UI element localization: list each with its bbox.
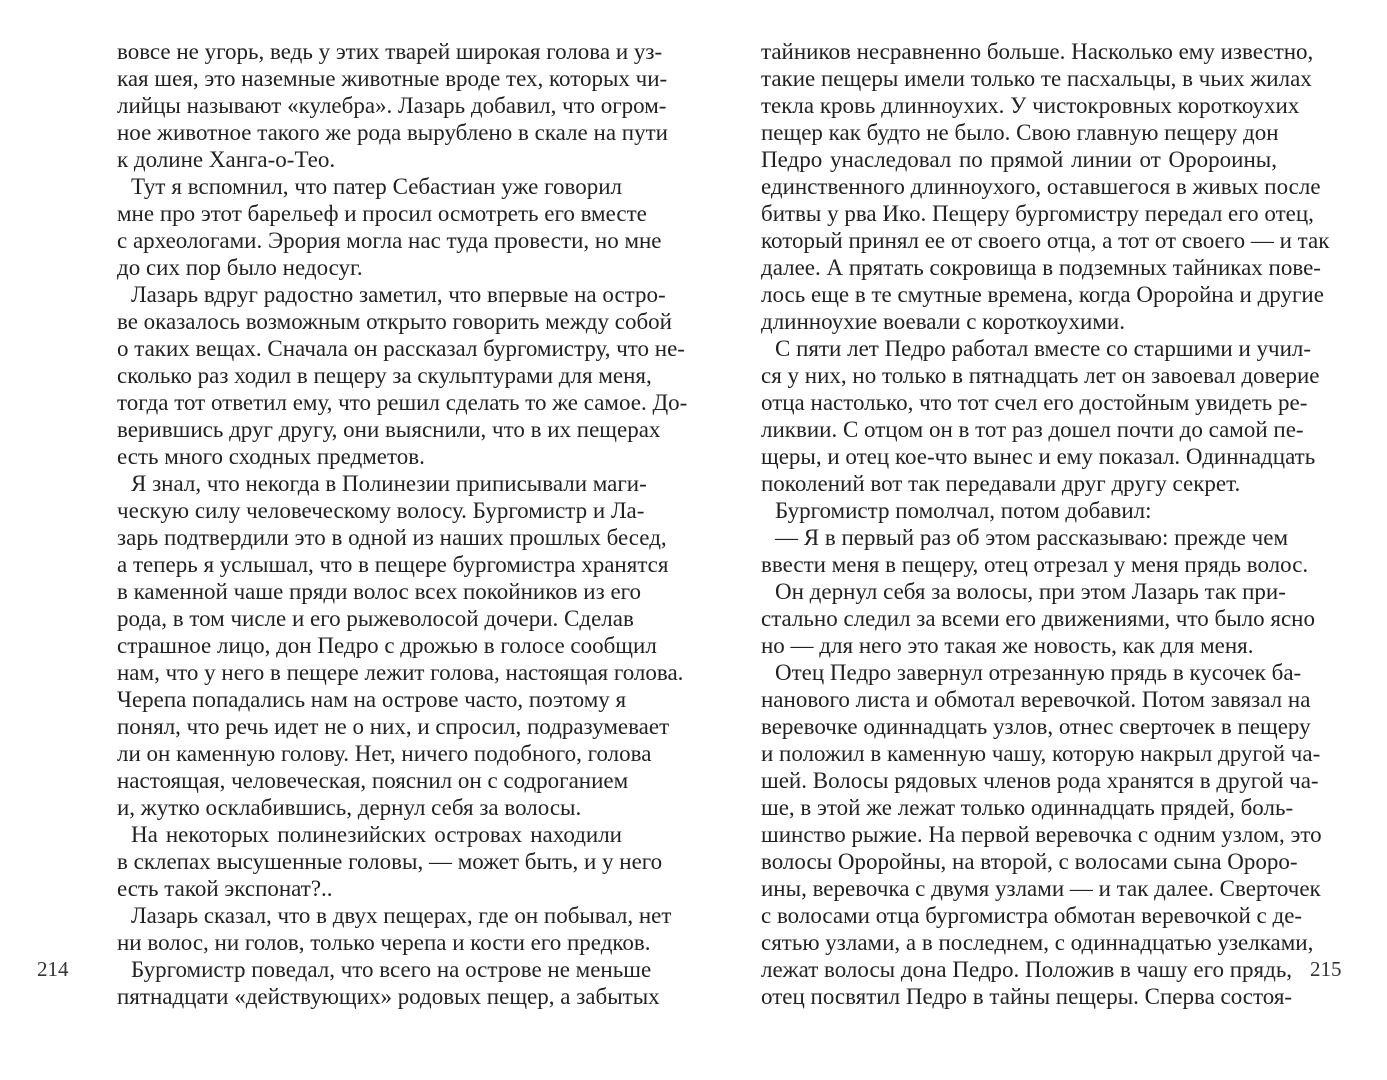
text-line: а теперь я услышал, что в пещере бургомистра хранятся: [117, 552, 669, 577]
text-line: страшное лицо, дон Педро с дрожью в голосе сообщил: [117, 633, 657, 658]
left-page: [0, 0, 693, 1080]
text-line: битвы у рва Ико. Пещеру бургомистру передал его отец,: [761, 201, 1314, 226]
text-line: Черепа попадались нам на острове часто, поэтому я: [117, 687, 627, 712]
text-line: нанового листа и обмотал веревочкой. Потом завязал на: [761, 687, 1311, 712]
text-line: Отец Педро завернул отрезанную прядь в кусочек ба-: [775, 660, 1302, 685]
text-line: вовсе не угорь, ведь у этих тварей широкая голова и уз-: [117, 39, 663, 64]
text-line: к долине Ханга-о-Тео.: [117, 147, 336, 172]
text-line: — Я в первый раз об этом рассказываю: прежде чем: [775, 525, 1289, 550]
text-line: верившись друг другу, они выяснили, что в их пещерах: [117, 417, 661, 442]
text-line: лежат волосы дона Педро. Положив в чашу его прядь,: [761, 957, 1293, 982]
text-line: в склепах высушенные головы, — может быть, и у него: [117, 849, 663, 874]
text-line: ликвии. С отцом он в тот раз дошел почти до самой пе-: [761, 417, 1304, 442]
text-line: ческую силу человеческому волосу. Бургомистр и Ла-: [117, 498, 645, 523]
text-line: понял, что речь идет не о них, и спросил, подразумевает: [117, 714, 670, 739]
text-line: Лазарь сказал, что в двух пещерах, где он побывал, нет: [131, 903, 672, 928]
text-line: ли он каменную голову. Нет, ничего подобного, голова: [117, 741, 652, 766]
text-line: волосы Ороройны, на второй, с волосами сына Ороро-: [761, 849, 1298, 874]
text-line: ве оказалось возможным открыто говорить между собой: [117, 309, 672, 334]
text-line: сятью узлами, а в последнем, с одиннадцатью узелками,: [761, 930, 1314, 955]
text-line: пятнадцати «действующих» родовых пещер, а забытых: [117, 984, 660, 1009]
text-line: Бургомистр поведал, что всего на острове не меньше: [131, 957, 652, 982]
text-line: мне про этот барельеф и просил осмотреть его вместе: [117, 201, 647, 226]
text-line: длинноухие воевали с короткоухими.: [761, 309, 1125, 334]
text-line: который принял ее от своего отца, а тот от своего — и так: [761, 228, 1330, 253]
text-line: ное животное такого же рода вырублено в скале на пути: [117, 120, 668, 145]
text-line: Он дернул себя за волосы, при этом Лазарь так при-: [775, 579, 1286, 604]
text-line: тайников несравненно больше. Насколько ему известно,: [761, 39, 1314, 64]
text-line: поколений вот так передавали друг другу секрет.: [761, 471, 1241, 496]
text-line: в каменной чаше пряди волос всех покойников из его: [117, 579, 642, 604]
text-line: такие пещеры имели только те пасхальцы, в чьих жилах: [761, 66, 1312, 91]
text-line: до сих пор было недосуг.: [117, 255, 363, 280]
text-line: нам, что у него в пещере лежит голова, настоящая голова.: [117, 660, 684, 685]
text-line: отца настолько, что тот счел его достойным увидеть ре-: [761, 390, 1308, 415]
text-line: На некоторых полинезийских островах находили: [131, 822, 622, 847]
text-line: С пяти лет Педро работал вместе со старшими и учил-: [775, 336, 1312, 361]
text-line: лось еще в те смутные времена, когда Ороройна и другие: [761, 282, 1324, 307]
text-line: Педро унаследовал по прямой линии от Оророины,: [761, 147, 1277, 172]
text-line: с волосами отца бургомистра обмотан веревочкой с де-: [761, 903, 1303, 928]
text-line: зарь подтвердили это в одной из наших прошлых бесед,: [117, 525, 667, 550]
right-page: [693, 0, 1387, 1080]
text-line: и, жутко осклабившись, дернул себя за волосы.: [117, 795, 582, 820]
text-line: шинство рыжие. На первой веревочка с одним узлом, это: [761, 822, 1322, 847]
text-line: шей. Волосы рядовых членов рода хранятся в другой ча-: [761, 768, 1319, 793]
text-line: о таких вещах. Сначала он рассказал бургомистру, что не-: [117, 336, 685, 361]
text-line: ся у них, но только в пятнадцать лет он завоевал доверие: [761, 363, 1320, 388]
text-line: далее. А прятать сокровища в подземных тайниках пове-: [761, 255, 1321, 280]
text-line: щеры, и отец кое-что вынес и ему показал. Одиннадцать: [761, 444, 1316, 469]
text-line: пещер как будто не было. Свою главную пещеру дон: [761, 120, 1279, 145]
text-line: и положил в каменную чашу, которую накрыл другой ча-: [761, 741, 1321, 766]
text-line: текла кровь длинноухих. У чистокровных короткоухих: [761, 93, 1300, 118]
left-page-number: 214: [37, 957, 69, 981]
text-line: ины, веревочка с двумя узлами — и так далее. Сверточек: [761, 876, 1321, 901]
text-line: единственного длинноухого, оставшегося в живых после: [761, 174, 1321, 199]
text-line: рода, в том числе и его рыжеволосой дочери. Сделав: [117, 606, 634, 631]
text-line: ни волос, ни голов, только черепа и кости его предков.: [117, 930, 651, 955]
text-line: ше, в этой же лежат только одиннадцать прядей, боль-: [761, 795, 1294, 820]
text-line: Тут я вспомнил, что патер Себастиан уже говорил: [131, 174, 622, 199]
text-line: отец посвятил Педро в тайны пещеры. Сперва состоя-: [761, 984, 1293, 1009]
text-line: кая шея, это наземные животные вроде тех, которых чи-: [117, 66, 668, 91]
text-line: тогда тот ответил ему, что решил сделать то же самое. До-: [117, 390, 688, 415]
text-line: Бургомистр помолчал, потом добавил:: [775, 498, 1152, 523]
text-line: лийцы называют «кулебра». Лазарь добавил, что огром-: [117, 93, 667, 118]
text-line: но — для него это такая же новость, как для меня.: [761, 633, 1254, 658]
right-page-number: 215: [1310, 957, 1342, 981]
text-line: стально следил за всеми его движениями, что было ясно: [761, 606, 1315, 631]
text-line: есть такой экспонат?..: [117, 876, 333, 901]
text-line: с археологами. Эрория могла нас туда провести, но мне: [117, 228, 662, 253]
text-line: сколько раз ходил в пещеру за скульптурами для меня,: [117, 363, 652, 388]
text-line: ввести меня в пещеру, отец отрезал у меня прядь волос.: [761, 552, 1309, 577]
left-page-text: [117, 38, 688, 1010]
text-line: Лазарь вдруг радостно заметил, что впервые на остро-: [131, 282, 666, 307]
text-line: есть много сходных предметов.: [117, 444, 425, 469]
text-line: Я знал, что некогда в Полинезии приписывали маги-: [131, 471, 647, 496]
text-line: веревочке одиннадцать узлов, отнес сверточек в пещеру: [761, 714, 1311, 739]
text-line: настоящая, человеческая, пояснил он с содроганием: [117, 768, 629, 793]
